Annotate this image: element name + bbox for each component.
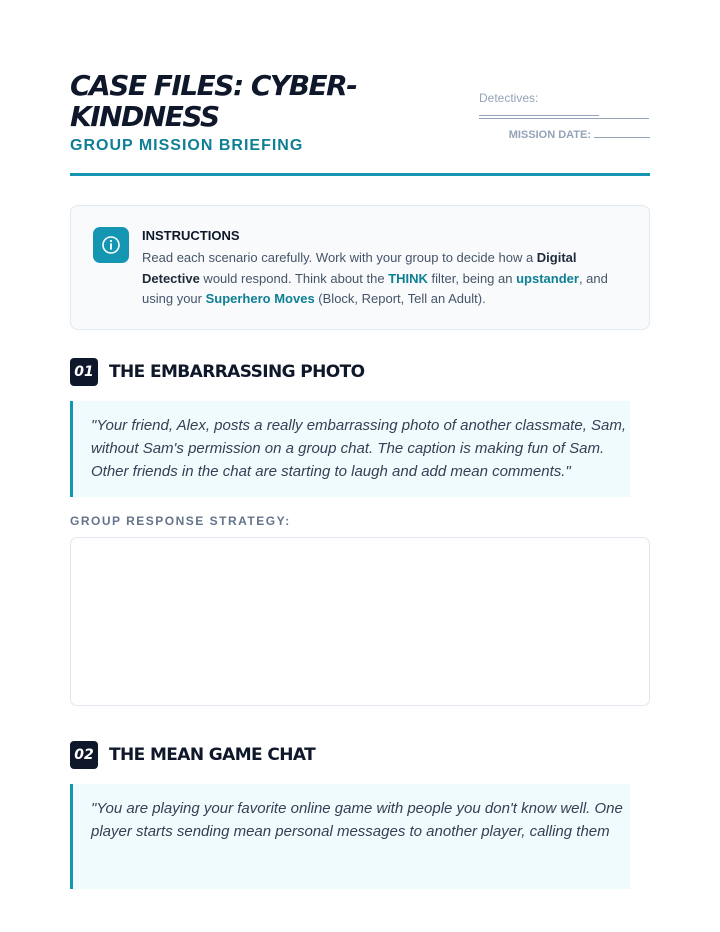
scenario-header-02 [70,741,315,769]
info-icon-badge [93,227,129,263]
instructions-panel [70,205,650,330]
instructions-text-part: (Block, Report, Tell an Adult). [314,291,486,306]
page-subtitle: GROUP MISSION BRIEFING [70,137,304,154]
instructions-text [142,248,622,310]
detectives-label: Detectives: [479,91,539,105]
mission-date-label: MISSION DATE: [508,129,591,141]
detectives-name-line-2 [479,118,649,119]
scenario-number-badge: 02 [70,741,98,769]
digital-detective-term: Digital Detective [142,250,577,286]
superhero-moves-term: Superhero Moves [205,291,315,306]
header [70,70,650,176]
info-icon [101,235,121,255]
scenario-quote: "Your friend, Alex, posts a really embarrassing photo of another classmate, Sam, without Sam's permission on a group chat. The caption is making fun of Sam. Other friends in the chat are starting to laugh and add mean comments." [70,401,630,497]
header-divider [70,173,650,176]
instructions-title: INSTRUCTIONS [142,228,240,243]
detectives-name-line [479,115,599,116]
scenario-header-01 [70,358,364,386]
scenario-number-badge: 01 [70,358,98,386]
scenario-title: THE EMBARRASSING PHOTO [109,362,365,382]
instructions-text-part: , and using your [142,270,608,306]
mission-date-blank [594,127,650,138]
scenario-title: THE MEAN GAME CHAT [109,745,316,765]
instructions-text-part: would respond. Think about the [199,270,389,286]
group-response-box[interactable] [70,537,650,706]
group-response-label: GROUP RESPONSE STRATEGY: [70,514,291,528]
upstander-term: upstander [516,270,579,286]
instructions-text-part: filter, being an [427,270,517,286]
mission-date-field [509,127,650,141]
scenario-quote: "You are playing your favorite online game with people you don't know well. One player starts sending mean personal messages to another player, calling them [70,784,630,889]
think-term: THINK [388,270,428,286]
instructions-text-part: Read each scenario carefully. Work with your group to decide how a [142,250,537,265]
page-title: CASE FILES: CYBER-KINDNESS [70,69,357,133]
